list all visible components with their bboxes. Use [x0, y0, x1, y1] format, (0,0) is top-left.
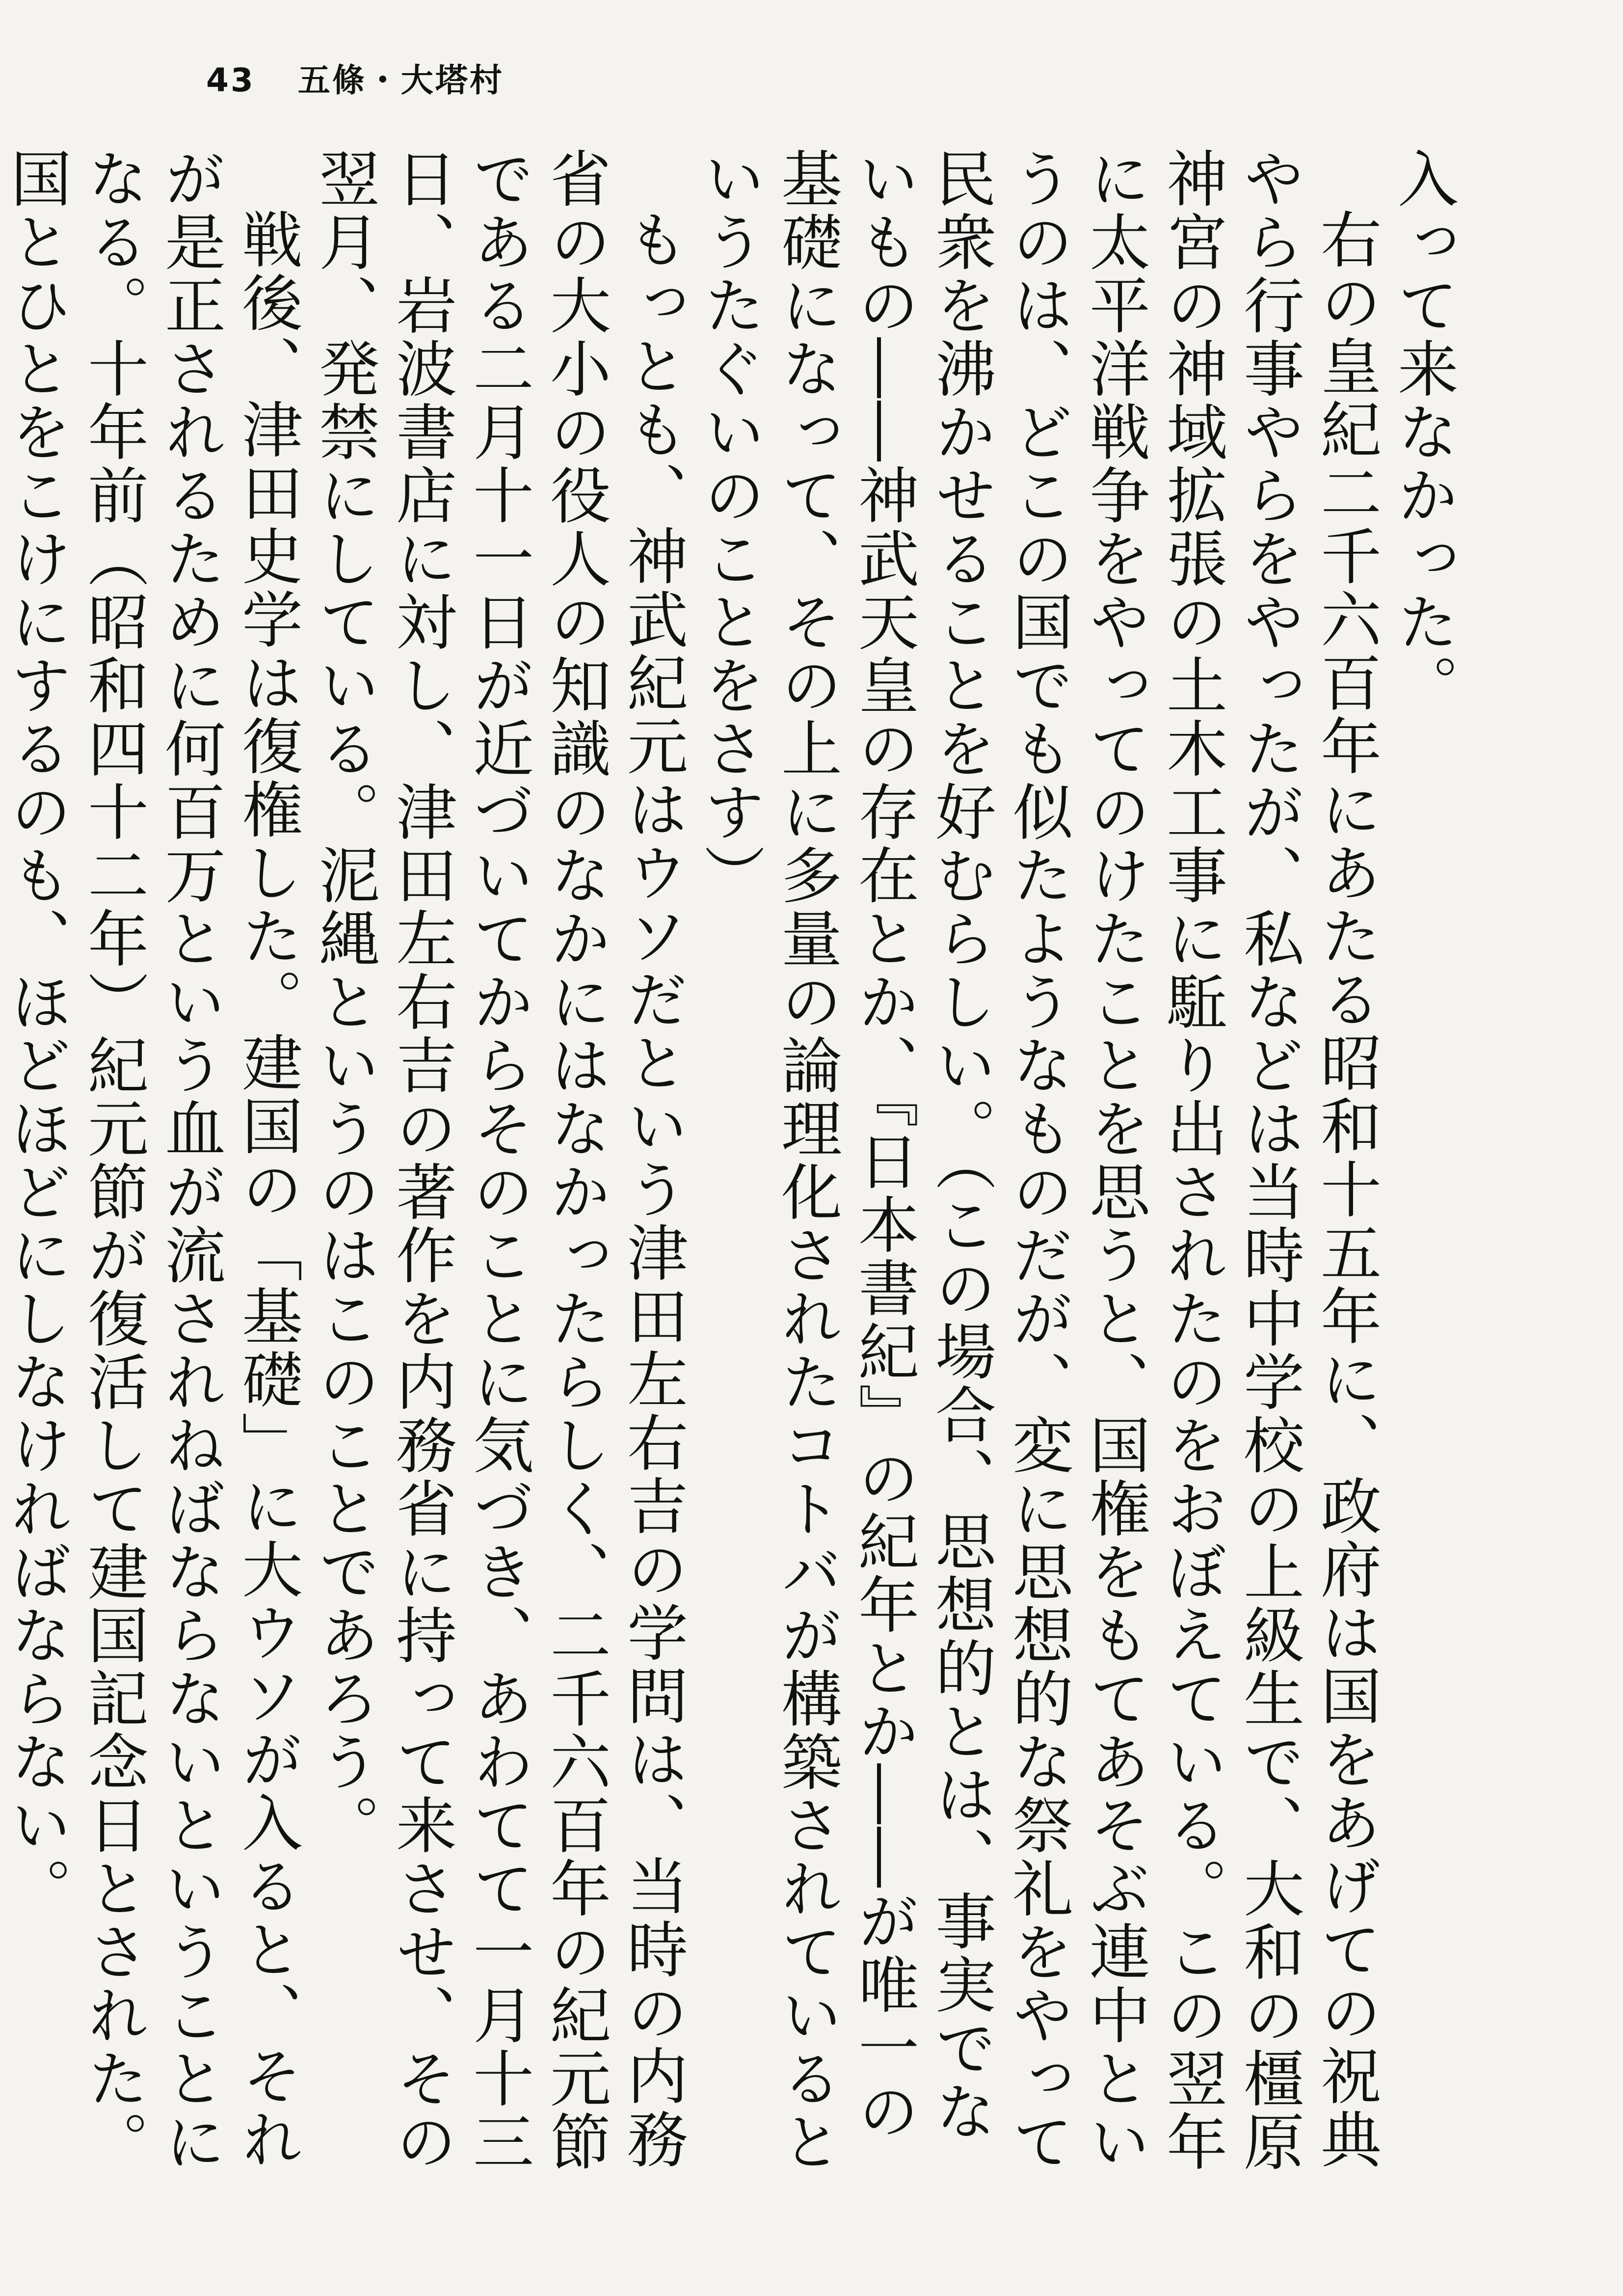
- vertical-body-text: [0, 147, 1461, 2185]
- paragraph-4: 戦後、津田史学は復権した。建国の「基礎」に大ウソが入ると、それが是正されるために何百万という血が流されねばならないということになる。十年前（昭和四十二年）紀元節が復活して建国記念日とされた。国とひとをこけにするのも、ほどほどにしなければならない。: [0, 147, 302, 2174]
- paragraph-2: 右の皇紀二千六百年にあたる昭和十五年に、政府は国をあげての祝典やら行事やらをやったが、私などは当時中学校の上級生で、大和の橿原神宮の神域拡張の土木工事に駈り出されたのをおぼえている。この翌年に太平洋戦争をやってのけたことを思うと、国権をもてあそぶ連中というのは、どこの国でも似たようなものだが、変に思想的な祭礼をやって民衆を沸かせることを好むらしい。（この場合、思想的とは、事実でないもの――神武天皇の存在とか、『日本書紀』の紀年とか――が唯一の基礎になって、その上に多量の論理化されたコトバが構築されているというたぐいのことをさす）: [694, 147, 1381, 2174]
- page-number: 43: [206, 61, 255, 99]
- chapter-title: 五條・大塔村: [297, 61, 504, 99]
- paragraph-3: もっとも、神武紀元はウソだという津田左右吉の学問は、当時の内務省の大小の役人の知識のなかにはなかったらしく、二千六百年の紀元節である二月十一日が近づいてからそのことに気づき、あわてて一月十三日、岩波書店に対し、津田左右吉の著作を内務省に持って来させ、その翌月、発禁にしている。泥縄というのはこのことであろう。: [309, 147, 688, 2174]
- running-header: [206, 54, 504, 101]
- paragraph-1: 入って来なかった。: [1387, 147, 1458, 717]
